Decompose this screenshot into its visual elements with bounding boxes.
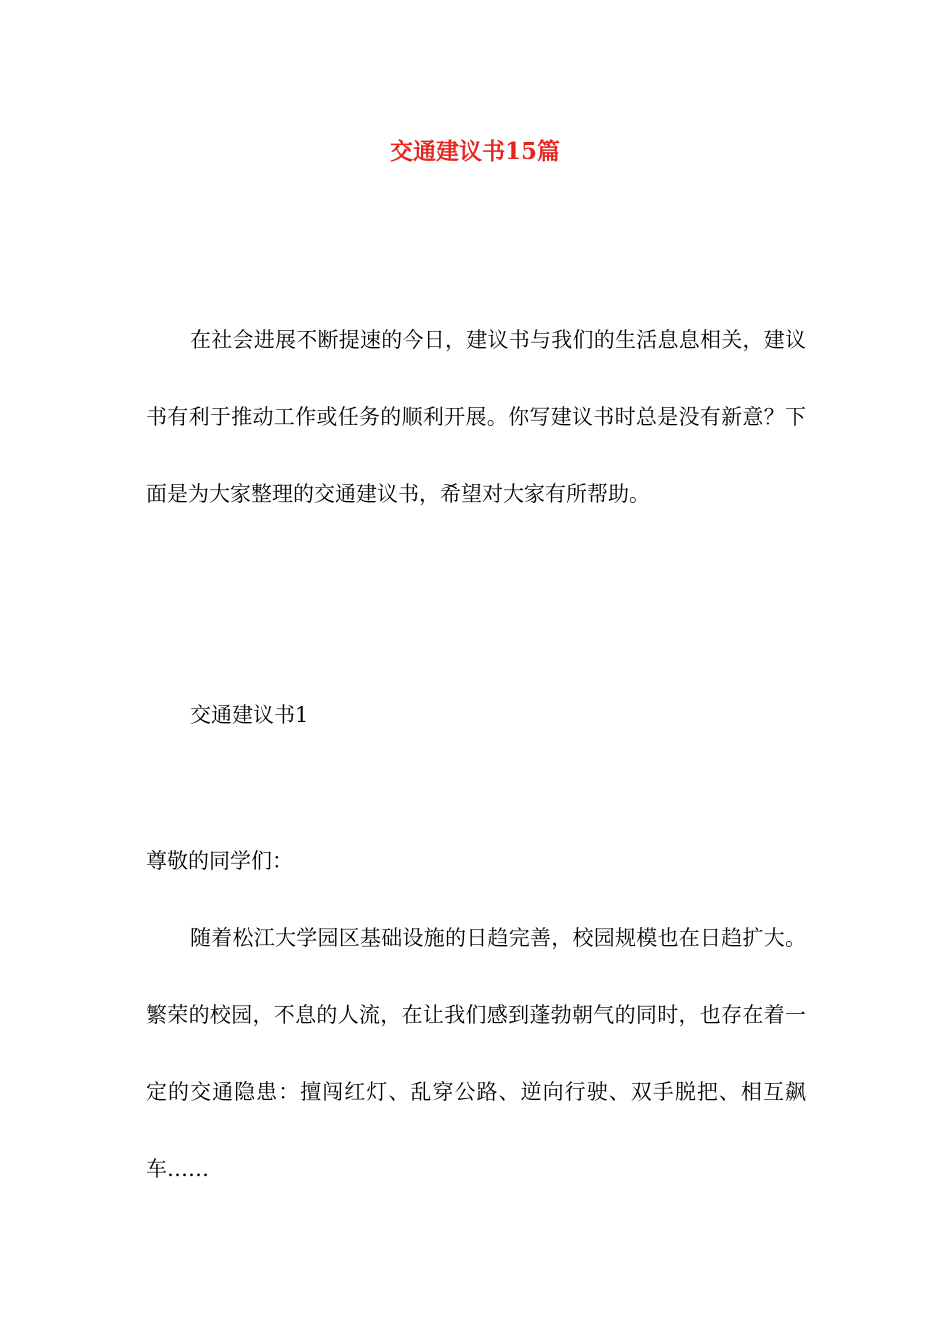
body-paragraph: 随着松江大学园区基础设施的日趋完善，校园规模也在日趋扩大。繁荣的校园，不息的人流，在让我们感到蓬勃朝气的同时，也存在着一定的交通隐患：擅闯红灯、乱穿公路、逆向行驶、双手脱把、相互飙车…… xyxy=(146,926,806,1181)
section-heading: 交通建议书1 xyxy=(190,703,309,727)
intro-paragraph: 在社会进展不断提速的今日，建议书与我们的生活息息相关，建议书有利于推动工作或任务的顺利开展。你写建议书时总是没有新意？下面是为大家整理的交通建议书，希望对大家有所帮助。 xyxy=(146,328,806,506)
document-title: 交通建议书15篇 xyxy=(389,138,560,165)
salutation: 尊敬的同学们： xyxy=(146,849,293,873)
